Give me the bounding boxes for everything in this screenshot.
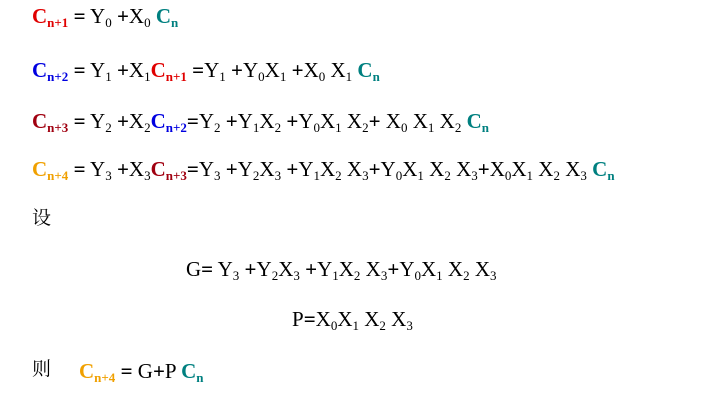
equation-line-1: $C_{n+1} = Y_0 +X_0$ $C_n$ [32,4,179,30]
equals-sign: = [73,4,86,28]
result-equation: $C_{n+4} = G+P$ $C_n$ [79,359,204,385]
carry-c-n2: $C_{n+2}$ [32,58,69,84]
carry-c-n: $C_n$ [592,157,615,183]
carry-c-n4: $C_{n+4}$ [79,359,116,385]
carry-c-n1: $C_{n+1}$ [150,58,187,84]
equation-line-3: $C_{n+3} = Y_2 +X_2C_{n+2}=Y_2 +Y_1X_2 +Y_0X_1$ $X_2+ X_0$ $X_1$ $X_2$ $C_n$ [32,109,489,135]
carry-c-n3: $C_{n+3}$ [32,109,69,135]
equation-line-4: $C_{n+4} = Y_3 +X_3C_{n+3}=Y_3 +Y_2X_3 +Y_1X_2$ $X_3+Y_0X_1$ $X_2$ $X_3+X_0X_1$ $X_2$ $X_3$ $C_n$ [32,157,615,183]
carry-c-n1: $C_{n+1}$ [32,4,69,30]
carry-c-n: $C_n$ [466,109,489,135]
carry-c-n4: $C_{n+4}$ [32,157,69,183]
p-definition: $P=X_0X_1$ $X_2$ $X_3$ [292,307,413,333]
carry-c-n2: $C_{n+2}$ [150,109,187,135]
carry-c-n: $C_n$ [181,359,204,385]
g-definition: $G= Y_3 +Y_2X_3 +Y_1X_2$ $X_3+Y_0X_1$ $X_2$ $X_3$ [186,257,497,283]
carry-c-n3: $C_{n+3}$ [150,157,187,183]
let-label: 设 [32,207,52,229]
equation-line-2: $C_{n+2} = Y_1 +X_1C_{n+1} =Y_1 +Y_0X_1 +X_0$ $X_1$ $C_n$ [32,58,380,84]
carry-c-n: $C_n$ [155,4,179,30]
then-label: 则 [32,358,52,380]
carry-c-n: $C_n$ [357,58,380,84]
